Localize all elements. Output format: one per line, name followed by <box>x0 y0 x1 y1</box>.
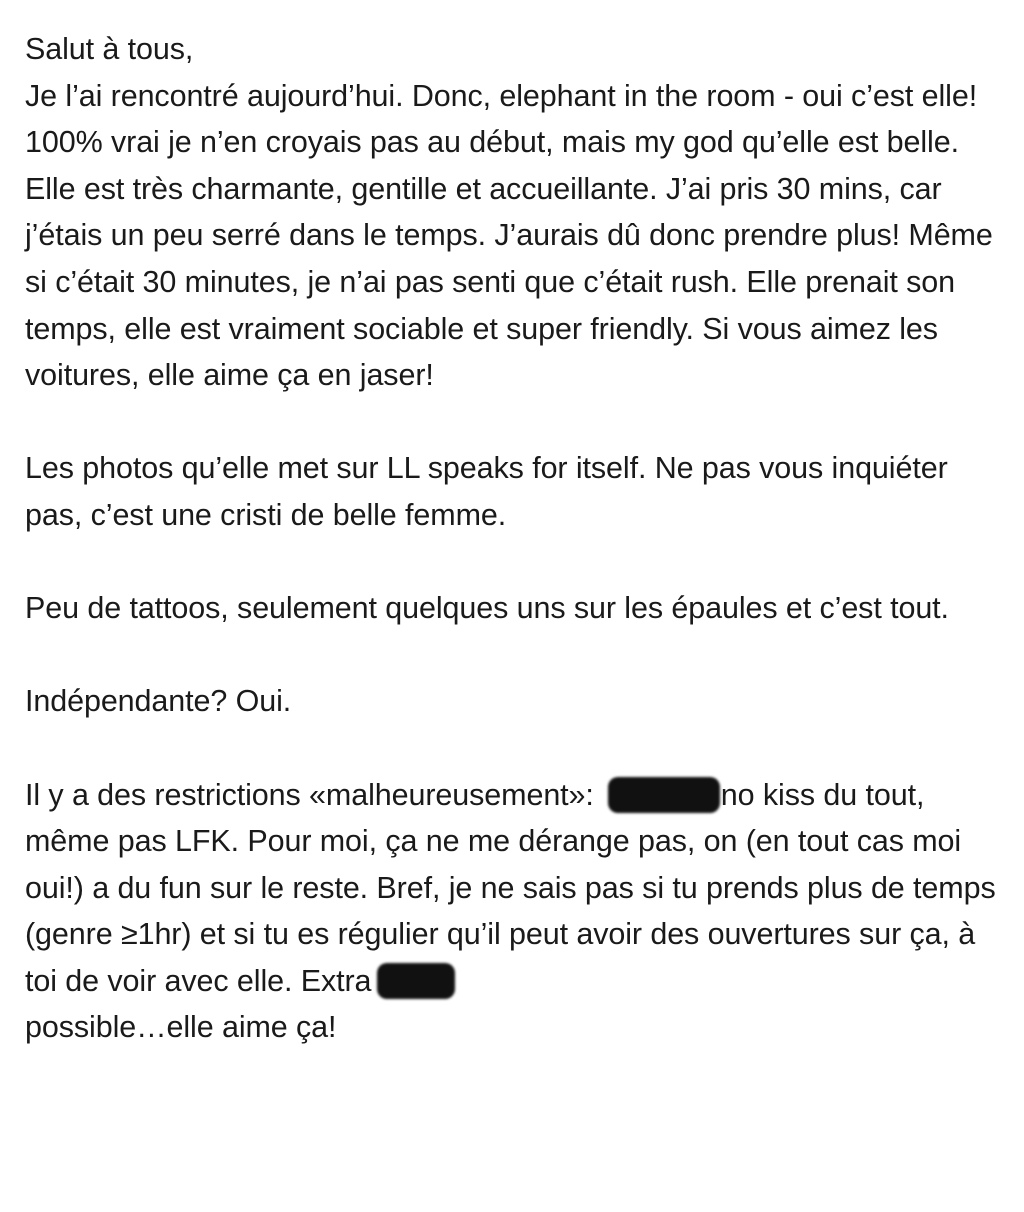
restrictions-body: no kiss du tout, même pas LFK. Pour moi, ça ne me dérange pas, on (en tout cas moi oui!) a du fun sur le reste. Bref, je ne sais pas si tu prends plus de temps (genre ≥1hr) et si tu es régulier qu’il peut avoir des ouvertures sur ça, à toi de voir avec elle. Extra <box>25 777 996 998</box>
intro-body: Je l’ai rencontré aujourd’hui. Donc, elephant in the room - oui c’est elle! 100% vrai je n’en croyais pas au début, mais my god qu’elle est belle. Elle est très charmante, gentille et accueillante. J’ai pris 30 mins, car j’étais un peu serré dans le temps. J’aurais dû donc prendre plus! Même si c’était 30 minutes, je n’ai pas senti que c’était rush. Elle prenait son temps, elle est vraiment sociable et super friendly. Si vous aimez les voitures, elle aime ça en jaser! <box>25 78 993 393</box>
redaction-mark <box>377 963 455 999</box>
paragraph-gap <box>25 632 1010 679</box>
review-text <box>25 26 1010 1051</box>
paragraph-independent: Indépendante? Oui. <box>25 684 292 719</box>
paragraph-gap <box>25 539 1010 586</box>
paragraph-photos: Les photos qu’elle met sur LL speaks for itself. Ne pas vous inquiéter pas, c’est une cristi de belle femme. <box>25 451 948 532</box>
greeting: Salut à tous, <box>25 32 194 66</box>
paragraph-intro <box>25 26 1010 399</box>
paragraph-tattoos: Peu de tattoos, seulement quelques uns sur les épaules et c’est tout. <box>25 591 949 626</box>
paragraph-gap <box>25 399 1010 446</box>
restrictions-ending: possible…elle aime ça! <box>25 1010 337 1045</box>
paragraph-restrictions <box>25 772 1010 1052</box>
restrictions-intro: Il y a des restrictions «malheureusement»: <box>25 777 594 812</box>
paragraph-gap <box>25 725 1010 772</box>
redaction-mark <box>608 777 720 813</box>
